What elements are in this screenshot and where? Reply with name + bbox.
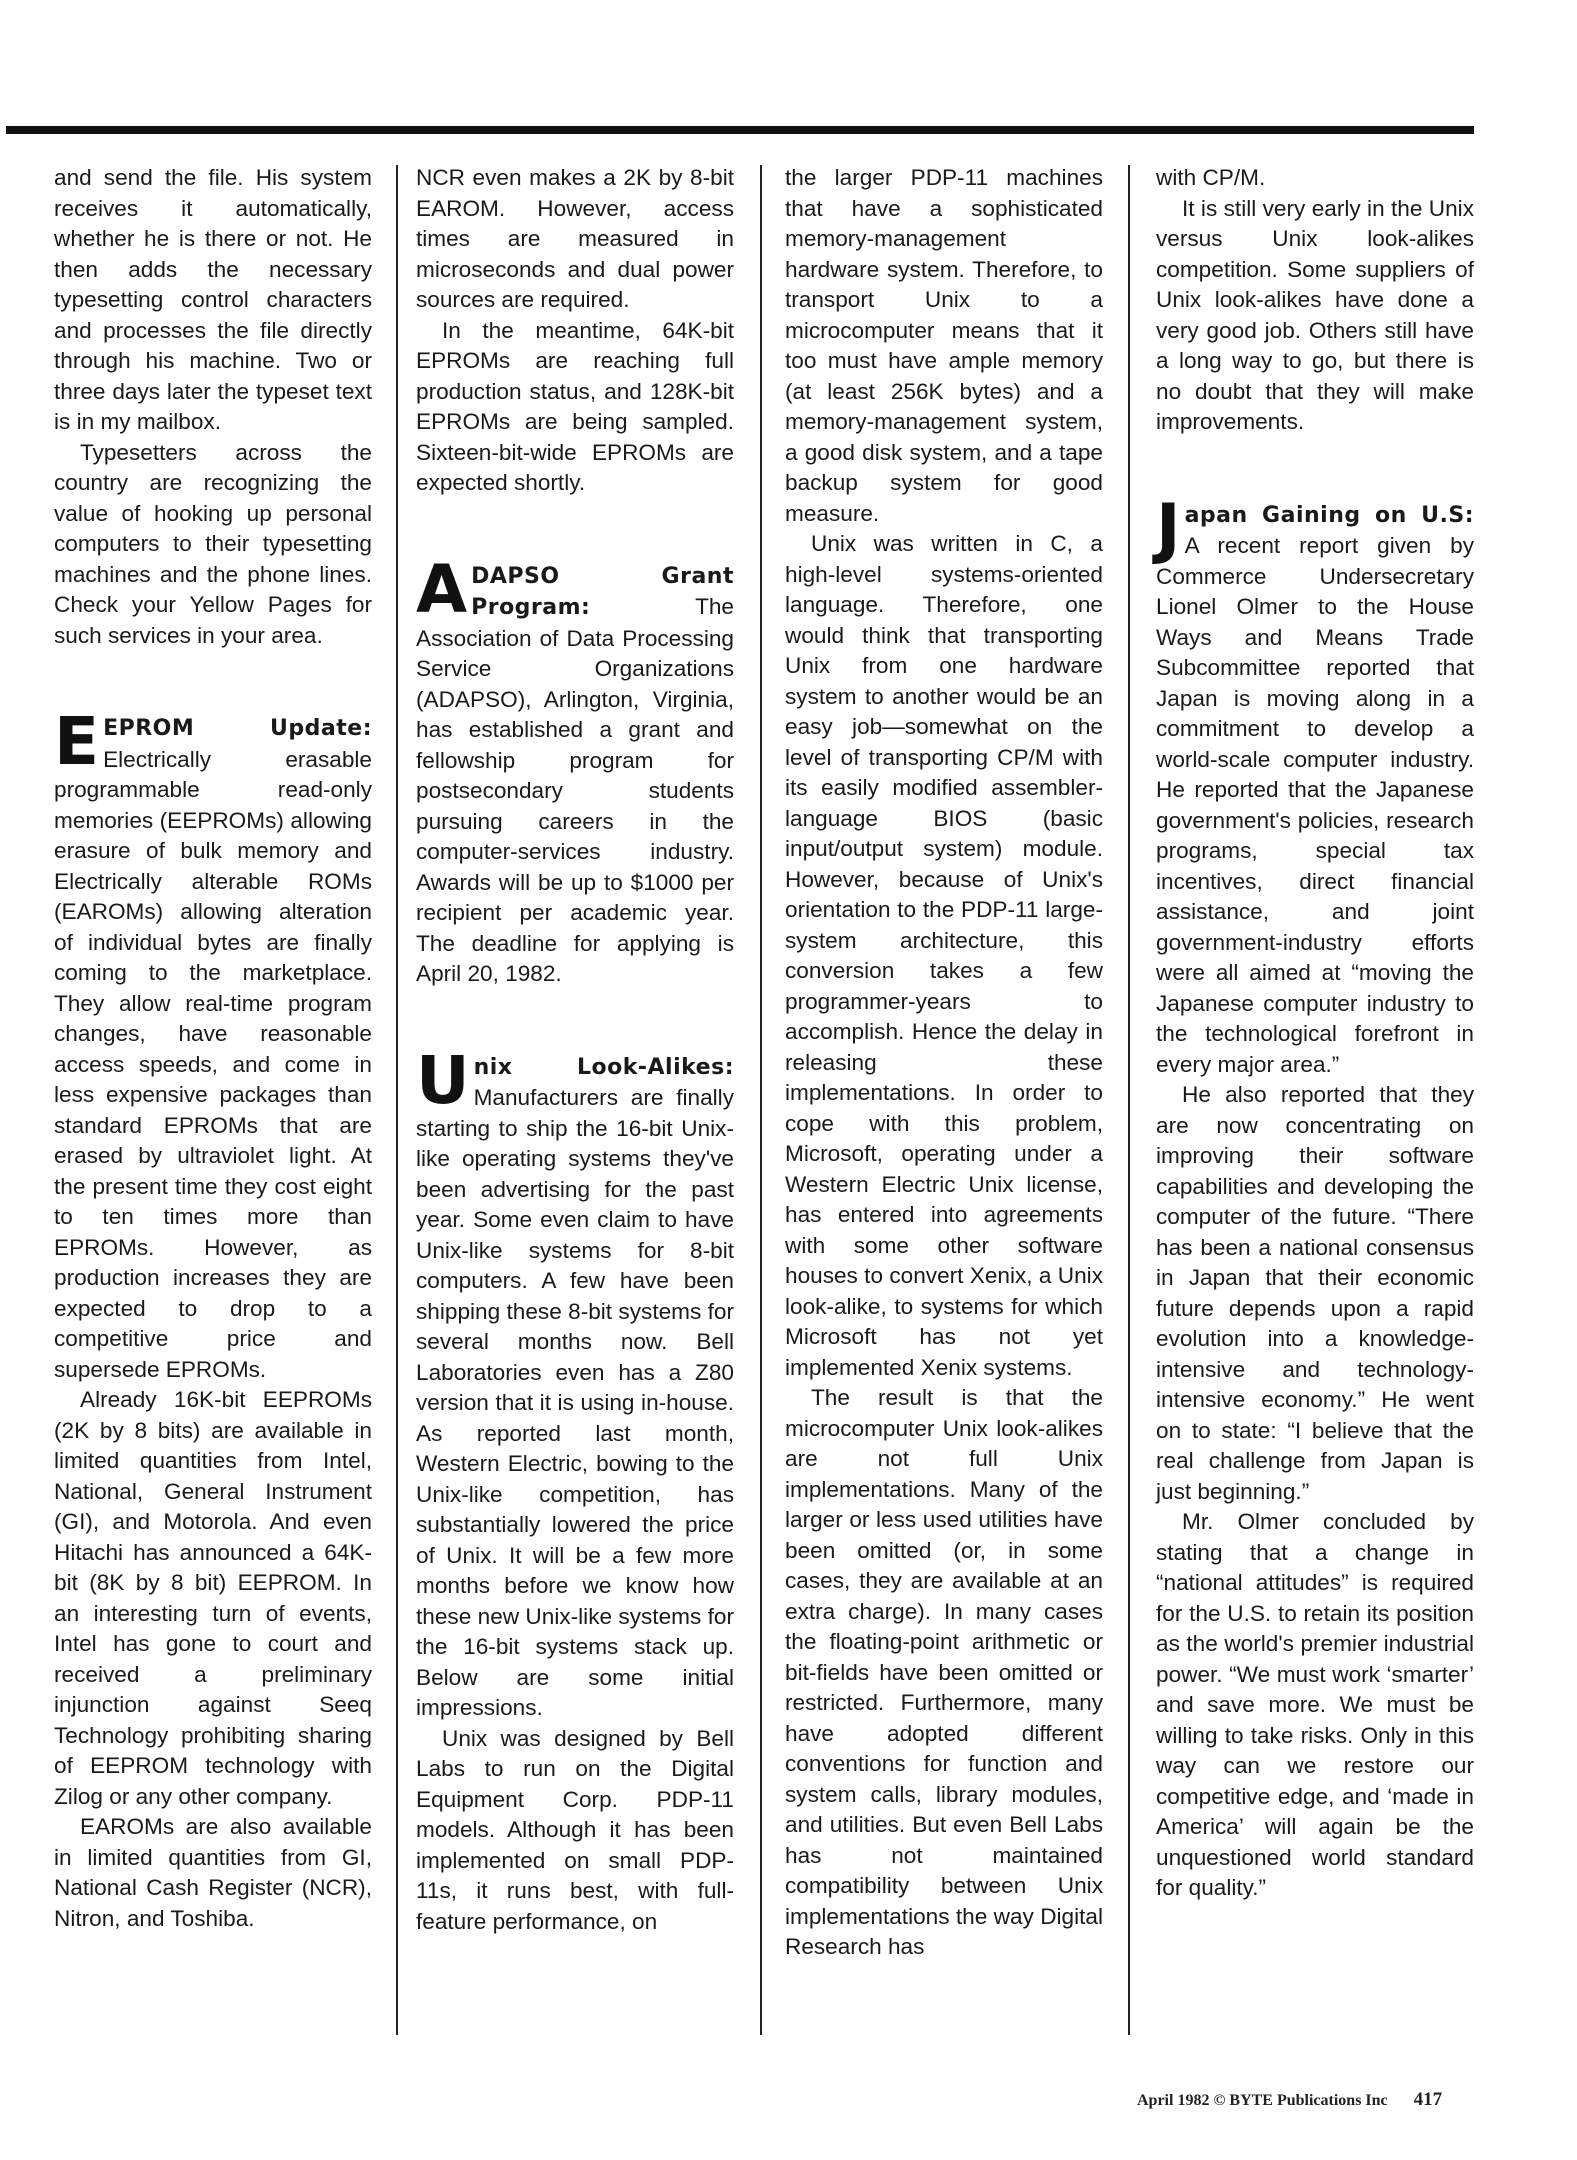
drop-cap: J xyxy=(1156,489,1181,567)
column-divider-3 xyxy=(1128,165,1130,2035)
paragraph: Mr. Olmer concluded by stating that a change in “national attitudes” is required for the U.S. to retain its position as the world's premier industrial power. “We must work ‘smarter’ and save more. We must be willing to take risks. Only in this way can we restore our competitive edge, and ‘made in America’ will again be the unquestioned world standard for quality.” xyxy=(1156,1509,1474,1900)
page-number: 417 xyxy=(1413,2089,1443,2110)
news-item-heading: nix Look-Alikes: xyxy=(473,1054,734,1080)
news-item xyxy=(416,550,734,990)
footer-credit: April 1982 © BYTE Publications Inc xyxy=(1137,2092,1388,2109)
text-column-2 xyxy=(416,163,734,1937)
drop-cap: U xyxy=(416,1041,470,1119)
paragraph: EAROMs are also available in limited quantities from GI, National Cash Register (NCR), Nitron, and Toshiba. xyxy=(54,1814,372,1931)
column-divider-2 xyxy=(760,165,762,2035)
news-item-heading: DAPSO Grant Program: xyxy=(471,563,734,620)
news-item xyxy=(54,703,372,1385)
paragraph: Unix was designed by Bell Labs to run on the Digital Equipment Corp. PDP-11 models. Although it has been implemented on small PDP-11s, it runs best, with full-feature performance, on xyxy=(416,1725,734,1934)
paragraph: NCR even makes a 2K by 8-bit EAROM. However, access times are measured in microseconds and dual power sources are required. xyxy=(416,165,734,312)
news-item xyxy=(1156,489,1474,1081)
column-divider-1 xyxy=(396,165,398,2035)
text-column-3 xyxy=(785,163,1103,1963)
drop-cap: A xyxy=(416,550,468,628)
news-item-body: Electrically erasable programmable read-only memories (EEPROMs) allowing erasure of bulk memory and Electrically alterable ROMs (EAROMs) allowing alteration of individual bytes are finally coming to the marketplace. They allow real-time program changes, have reasonable access speeds, and come in less expensive packages than standard EPROMs that are erased by ultraviolet light. At the present time they cost eight to ten times more than EPROMs. However, as production increases they are expected to drop to a competitive price and supersede EPROMs. xyxy=(54,746,372,1382)
paragraph: with CP/M. xyxy=(1156,165,1266,190)
text-column-1 xyxy=(54,163,372,1934)
news-item-heading: apan Gaining on U.S: xyxy=(1184,502,1474,528)
news-item-body: A recent report given by Commerce Undersecretary Lionel Olmer to the House Ways and Means Trade Subcommittee reported that Japan is moving along in a commitment to develop a world-scale computer industry. He reported that the Japanese government's policies, research programs, special tax incentives, direct financial assistance, and joint government-industry efforts were all aimed at “moving the Japanese computer industry to the technological forefront in every major area.” xyxy=(1156,533,1474,1077)
page-footer xyxy=(1137,2089,1442,2111)
news-item-heading: EPROM Update: xyxy=(103,716,372,741)
news-item xyxy=(416,1041,734,1724)
paragraph: It is still very early in the Unix versus Unix look-alikes competition. Some suppliers of Unix look-alikes have done a very good job. Others still have a long way to go, but there is no doubt that they will make improvements. xyxy=(1156,195,1474,434)
paragraph: In the meantime, 64K-bit EPROMs are reaching full production status, and 128K-bit EPROMs are being sampled. Sixteen-bit-wide EPROMs are expected shortly. xyxy=(416,317,734,495)
drop-cap: E xyxy=(54,703,100,780)
text-column-4 xyxy=(1156,163,1474,1904)
paragraph: and send the file. His system receives it automatically, whether he is there or not. He then adds the necessary typesetting control characters and processes the file directly through his machine. Two or three days later the typeset text is in my mailbox. xyxy=(54,165,372,434)
news-item-body: The Association of Data Processing Service Organizations (ADAPSO), Arlington, Virginia, has established a grant and fellowship program for postsecondary students pursuing careers in the computer-services industry. Awards will be up to $1000 per recipient per academic year. The deadline for applying is April 20, 1982. xyxy=(416,594,734,986)
paragraph: Unix was written in C, a high-level systems-oriented language. Therefore, one would think that transporting Unix from one hardware system to another would be an easy job—somewhat on the level of transporting CP/M with its easily modified assembler-language BIOS (basic input/output system) module. However, because of Unix's orientation to the PDP-11 large-system architecture, this conversion takes a few programmer-years to accomplish. Hence the delay in releasing these implementations. In order to cope with this problem, Microsoft, operating under a Western Electric Unix license, has entered into agreements with some other software houses to convert Xenix, a Unix look-alike, to systems for which Microsoft has not yet implemented Xenix systems. xyxy=(785,531,1103,1380)
paragraph: The result is that the microcomputer Unix look-alikes are not full Unix implementations. Many of the larger or less used utilities have been omitted (or, in some cases, they are available at an extra charge). In many cases the floating-point arithmetic or bit-fields have been omitted or restricted. Furthermore, many have adopted different conventions for function and system calls, library modules, and utilities. But even Bell Labs has not maintained compatibility between Unix implementations the way Digital Research has xyxy=(785,1385,1103,1959)
paragraph: the larger PDP-11 machines that have a sophisticated memory-management hardware system. Therefore, to transport Unix to a microcomputer means that it too must have ample memory (at least 256K bytes) and a memory-management system, a good disk system, and a tape backup system for good measure. xyxy=(785,165,1103,526)
paragraph: Typesetters across the country are recognizing the value of hooking up personal computers to their typesetting machines and the phone lines. Check your Yellow Pages for such services in your area. xyxy=(54,439,372,648)
top-rule xyxy=(6,126,1474,134)
paragraph: He also reported that they are now concentrating on improving their software capabilities and developing the computer of the future. “There has been a national consensus in Japan that their economic future depends upon a rapid evolution into a knowledge-intensive and technology-intensive economy.” He went on to state: “I believe that the real challenge from Japan is just beginning.” xyxy=(1156,1082,1474,1504)
paragraph: Already 16K-bit EEPROMs (2K by 8 bits) are available in limited quantities from Intel, National, General Instrument (GI), and Motorola. And even Hitachi has announced a 64K-bit (8K by 8 bit) EEPROM. In an interesting turn of events, Intel has gone to court and received a preliminary injunction against Seeq Technology prohibiting sharing of EEPROM technology with Zilog or any other company. xyxy=(54,1387,372,1809)
news-item-body: Manufacturers are finally starting to ship the 16-bit Unix-like operating systems they've been advertising for the past year. Some even claim to have Unix-like systems for 8-bit computers. A few have been shipping these 8-bit systems for several months now. Bell Laboratories even has a Z80 version that it is using in-house. As reported last month, Western Electric, bowing to the Unix-like competition, has substantially lowered the price of Unix. It will be a few more months before we know how these new Unix-like systems for the 16-bit systems stack up. Below are some initial impressions. xyxy=(416,1085,734,1720)
